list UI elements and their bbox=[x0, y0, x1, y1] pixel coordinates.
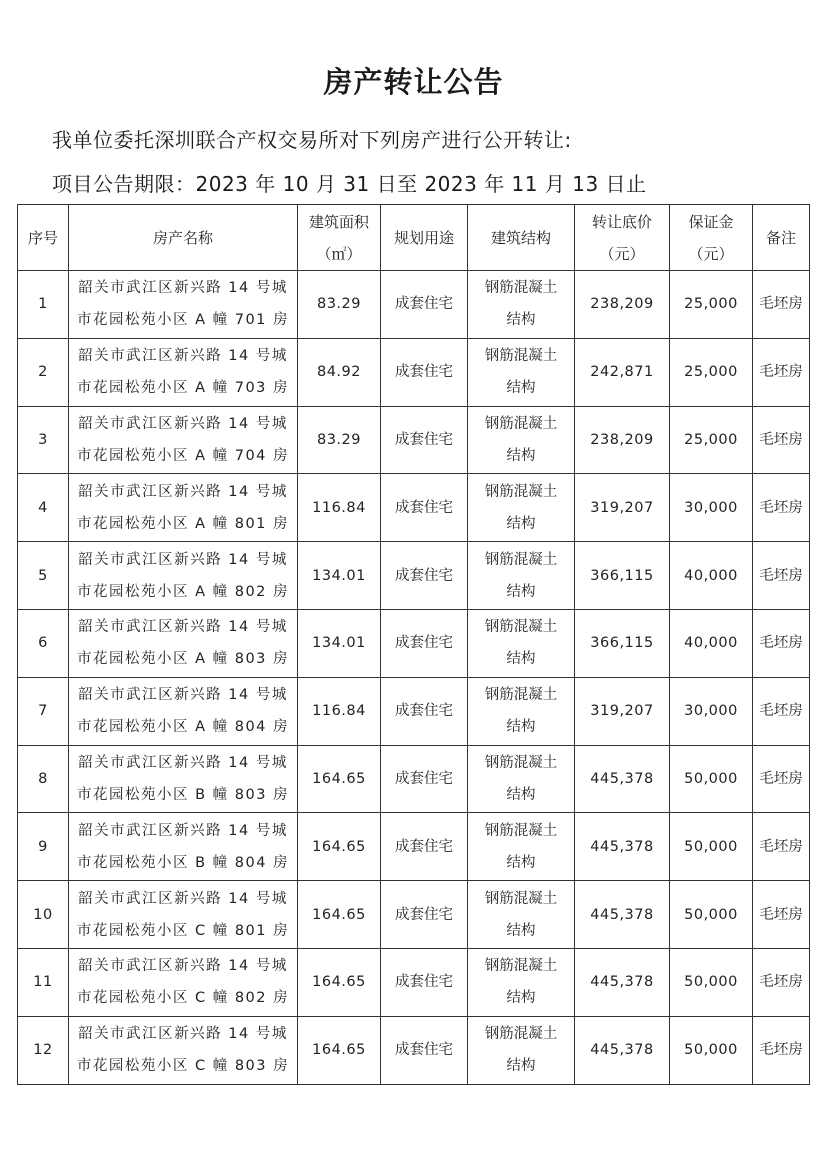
cell-price: 366,115 bbox=[575, 542, 670, 610]
cell-seq: 11 bbox=[18, 948, 69, 1016]
cell-name: 韶关市武江区新兴路 14 号城 市花园松苑小区 A 幢 802 房 bbox=[69, 542, 298, 610]
cell-name: 韶关市武江区新兴路 14 号城 市花园松苑小区 C 幢 803 房 bbox=[69, 1016, 298, 1084]
cell-area: 83.29 bbox=[298, 406, 381, 474]
cell-structure: 钢筋混凝土 结构 bbox=[468, 813, 575, 881]
cell-price: 445,378 bbox=[575, 813, 670, 881]
cell-name: 韶关市武江区新兴路 14 号城 市花园松苑小区 A 幢 804 房 bbox=[69, 677, 298, 745]
cell-seq: 1 bbox=[18, 271, 69, 339]
cell-area: 164.65 bbox=[298, 745, 381, 813]
cell-deposit: 50,000 bbox=[670, 1016, 753, 1084]
header-usage: 规划用途 bbox=[381, 205, 468, 271]
cell-structure: 钢筋混凝土 结构 bbox=[468, 745, 575, 813]
page-title: 房产转让公告 bbox=[323, 65, 504, 99]
table-row bbox=[18, 1016, 810, 1084]
cell-price: 238,209 bbox=[575, 406, 670, 474]
cell-remark: 毛坯房 bbox=[753, 609, 810, 677]
cell-remark: 毛坯房 bbox=[753, 881, 810, 949]
header-remark: 备注 bbox=[753, 205, 810, 271]
cell-price: 242,871 bbox=[575, 338, 670, 406]
cell-usage: 成套住宅 bbox=[381, 881, 468, 949]
header-name: 房产名称 bbox=[69, 205, 298, 271]
table-row bbox=[18, 609, 810, 677]
header-price: 转让底价 （元） bbox=[575, 205, 670, 271]
cell-usage: 成套住宅 bbox=[381, 542, 468, 610]
cell-usage: 成套住宅 bbox=[381, 948, 468, 1016]
cell-structure: 钢筋混凝土 结构 bbox=[468, 406, 575, 474]
cell-deposit: 50,000 bbox=[670, 745, 753, 813]
cell-name: 韶关市武江区新兴路 14 号城 市花园松苑小区 A 幢 801 房 bbox=[69, 474, 298, 542]
cell-remark: 毛坯房 bbox=[753, 948, 810, 1016]
cell-deposit: 50,000 bbox=[670, 948, 753, 1016]
cell-name: 韶关市武江区新兴路 14 号城 市花园松苑小区 B 幢 803 房 bbox=[69, 745, 298, 813]
header-area: 建筑面积 （㎡） bbox=[298, 205, 381, 271]
header-structure: 建筑结构 bbox=[468, 205, 575, 271]
cell-area: 116.84 bbox=[298, 474, 381, 542]
cell-remark: 毛坯房 bbox=[753, 406, 810, 474]
cell-deposit: 50,000 bbox=[670, 813, 753, 881]
cell-usage: 成套住宅 bbox=[381, 271, 468, 339]
table-row bbox=[18, 338, 810, 406]
cell-area: 134.01 bbox=[298, 542, 381, 610]
cell-remark: 毛坯房 bbox=[753, 542, 810, 610]
announcement-period: 项目公告期限：2023 年 10 月 31 日至 2023 年 11 月 13 日止 bbox=[52, 172, 647, 196]
cell-remark: 毛坯房 bbox=[753, 813, 810, 881]
cell-name: 韶关市武江区新兴路 14 号城 市花园松苑小区 A 幢 703 房 bbox=[69, 338, 298, 406]
cell-seq: 5 bbox=[18, 542, 69, 610]
table-row bbox=[18, 542, 810, 610]
cell-remark: 毛坯房 bbox=[753, 338, 810, 406]
header-seq: 序号 bbox=[18, 205, 69, 271]
cell-seq: 9 bbox=[18, 813, 69, 881]
table-row bbox=[18, 677, 810, 745]
cell-usage: 成套住宅 bbox=[381, 677, 468, 745]
cell-price: 319,207 bbox=[575, 677, 670, 745]
cell-usage: 成套住宅 bbox=[381, 406, 468, 474]
cell-deposit: 30,000 bbox=[670, 474, 753, 542]
cell-area: 116.84 bbox=[298, 677, 381, 745]
cell-structure: 钢筋混凝土 结构 bbox=[468, 609, 575, 677]
cell-area: 134.01 bbox=[298, 609, 381, 677]
cell-deposit: 25,000 bbox=[670, 406, 753, 474]
cell-area: 83.29 bbox=[298, 271, 381, 339]
cell-structure: 钢筋混凝土 结构 bbox=[468, 881, 575, 949]
cell-usage: 成套住宅 bbox=[381, 474, 468, 542]
table-row bbox=[18, 813, 810, 881]
cell-structure: 钢筋混凝土 结构 bbox=[468, 271, 575, 339]
cell-remark: 毛坯房 bbox=[753, 474, 810, 542]
cell-usage: 成套住宅 bbox=[381, 1016, 468, 1084]
cell-name: 韶关市武江区新兴路 14 号城 市花园松苑小区 C 幢 801 房 bbox=[69, 881, 298, 949]
cell-area: 164.65 bbox=[298, 948, 381, 1016]
cell-usage: 成套住宅 bbox=[381, 609, 468, 677]
cell-structure: 钢筋混凝土 结构 bbox=[468, 948, 575, 1016]
cell-deposit: 25,000 bbox=[670, 338, 753, 406]
property-table bbox=[17, 204, 810, 1085]
cell-seq: 12 bbox=[18, 1016, 69, 1084]
cell-structure: 钢筋混凝土 结构 bbox=[468, 1016, 575, 1084]
cell-price: 238,209 bbox=[575, 271, 670, 339]
cell-deposit: 40,000 bbox=[670, 542, 753, 610]
cell-deposit: 40,000 bbox=[670, 609, 753, 677]
cell-price: 366,115 bbox=[575, 609, 670, 677]
cell-seq: 7 bbox=[18, 677, 69, 745]
cell-remark: 毛坯房 bbox=[753, 677, 810, 745]
cell-area: 164.65 bbox=[298, 813, 381, 881]
cell-name: 韶关市武江区新兴路 14 号城 市花园松苑小区 C 幢 802 房 bbox=[69, 948, 298, 1016]
table-header-row bbox=[18, 205, 810, 271]
cell-area: 164.65 bbox=[298, 1016, 381, 1084]
cell-deposit: 30,000 bbox=[670, 677, 753, 745]
table-row bbox=[18, 745, 810, 813]
cell-usage: 成套住宅 bbox=[381, 338, 468, 406]
cell-price: 445,378 bbox=[575, 948, 670, 1016]
cell-seq: 8 bbox=[18, 745, 69, 813]
cell-structure: 钢筋混凝土 结构 bbox=[468, 474, 575, 542]
table-row bbox=[18, 271, 810, 339]
cell-seq: 4 bbox=[18, 474, 69, 542]
cell-price: 445,378 bbox=[575, 1016, 670, 1084]
cell-area: 84.92 bbox=[298, 338, 381, 406]
cell-name: 韶关市武江区新兴路 14 号城 市花园松苑小区 A 幢 704 房 bbox=[69, 406, 298, 474]
intro-text: 我单位委托深圳联合产权交易所对下列房产进行公开转让: bbox=[52, 128, 572, 152]
cell-remark: 毛坯房 bbox=[753, 1016, 810, 1084]
cell-deposit: 25,000 bbox=[670, 271, 753, 339]
cell-seq: 6 bbox=[18, 609, 69, 677]
cell-structure: 钢筋混凝土 结构 bbox=[468, 542, 575, 610]
table-row bbox=[18, 474, 810, 542]
cell-structure: 钢筋混凝土 结构 bbox=[468, 338, 575, 406]
cell-price: 445,378 bbox=[575, 881, 670, 949]
cell-name: 韶关市武江区新兴路 14 号城 市花园松苑小区 A 幢 701 房 bbox=[69, 271, 298, 339]
cell-name: 韶关市武江区新兴路 14 号城 市花园松苑小区 A 幢 803 房 bbox=[69, 609, 298, 677]
table-row bbox=[18, 881, 810, 949]
cell-price: 319,207 bbox=[575, 474, 670, 542]
cell-seq: 3 bbox=[18, 406, 69, 474]
cell-usage: 成套住宅 bbox=[381, 745, 468, 813]
cell-name: 韶关市武江区新兴路 14 号城 市花园松苑小区 B 幢 804 房 bbox=[69, 813, 298, 881]
cell-seq: 10 bbox=[18, 881, 69, 949]
cell-area: 164.65 bbox=[298, 881, 381, 949]
cell-usage: 成套住宅 bbox=[381, 813, 468, 881]
cell-deposit: 50,000 bbox=[670, 881, 753, 949]
header-deposit: 保证金 （元） bbox=[670, 205, 753, 271]
cell-remark: 毛坯房 bbox=[753, 745, 810, 813]
table-row bbox=[18, 406, 810, 474]
cell-seq: 2 bbox=[18, 338, 69, 406]
table-row bbox=[18, 948, 810, 1016]
cell-structure: 钢筋混凝土 结构 bbox=[468, 677, 575, 745]
cell-price: 445,378 bbox=[575, 745, 670, 813]
cell-remark: 毛坯房 bbox=[753, 271, 810, 339]
